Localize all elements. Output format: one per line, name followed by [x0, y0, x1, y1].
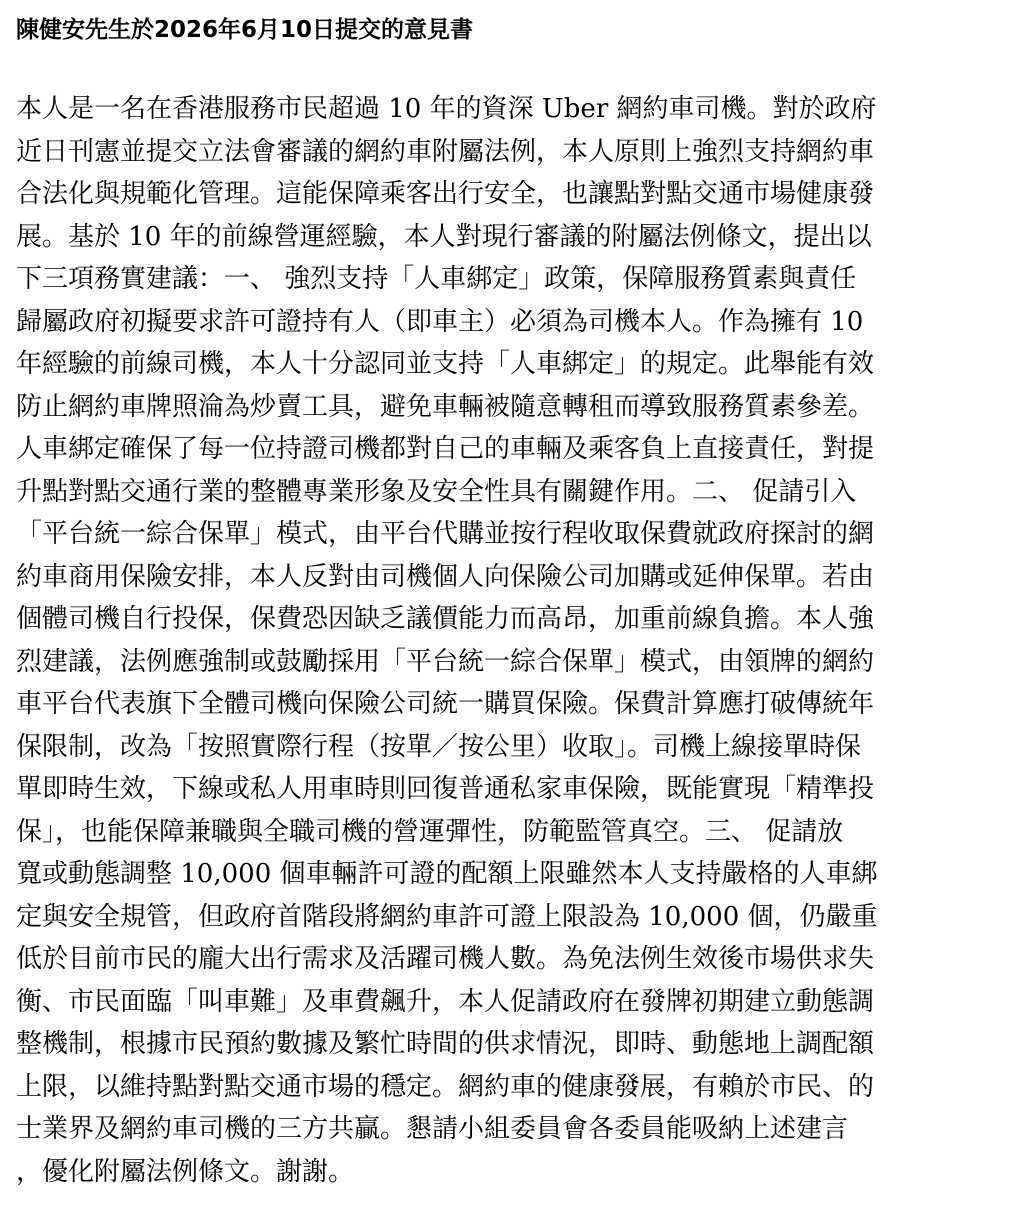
body-line: 防止網約車牌照淪為炒賣工具，避免車輛被隨意轉租而導致服務質素參差。	[16, 391, 875, 422]
body-line: 升點對點交通行業的整體專業形象及安全性具有關鍵作用。二、 促請引入	[16, 476, 857, 507]
body-line: 歸屬政府初擬要求許可證持有人（即車主）必須為司機本人。作為擁有 10	[16, 306, 864, 337]
body-line: 下三項務實建議：一、 強烈支持「人車綁定」政策，保障服務質素與責任	[16, 264, 857, 294]
body-line: 保限制，改為「按照實際行程（按單／按公里）收取」。司機上線接單時保	[16, 731, 862, 762]
body-line: 保」，也能保障兼職與全職司機的營運彈性，防範監管真空。三、 促請放	[16, 816, 844, 847]
body-line: 人車綁定確保了每一位持證司機都對自己的車輛及乘客負上直接責任，對提	[16, 434, 875, 464]
body-line: 年經驗的前線司機，本人十分認同並支持「人車綁定」的規定。此舉能有效	[16, 349, 875, 379]
body-line: 車平台代表旗下全體司機向保險公司統一購買保險。保費計算應打破傳統年	[16, 689, 875, 719]
body-line: 整機制，根據市民預約數據及繁忙時間的供求情況，即時、動態地上調配額	[16, 1029, 875, 1059]
body-line: 上限，以維持點對點交通市場的穩定。網約車的健康發展，有賴於市民、的	[16, 1071, 875, 1102]
body-line: 衡、市民面臨「叫車難」及車費飆升，本人促請政府在發牌初期建立動態調	[16, 986, 875, 1017]
body-line: 低於目前市民的龐大出行需求及活躍司機人數。為免法例生效後市場供求失	[16, 944, 875, 974]
body-line: 約車商用保險安排，本人反對由司機個人向保險公司加購或延伸保單。若由	[16, 561, 875, 592]
body-line: 展。基於 10 年的前線營運經驗，本人對現行審議的附屬法例條文，提出以	[16, 221, 872, 252]
document-title: 陳健安先生於2026年6月10日提交的意見書	[16, 17, 474, 43]
body-line: 合法化與規範化管理。這能保障乘客出行安全，也讓點對點交通市場健康發	[16, 179, 875, 209]
body-line: 單即時生效，下線或私人用車時則回復普通私家車保險，既能實現「精準投	[16, 774, 875, 804]
body-line: 寬或動態調整 10,000 個車輛許可證的配額上限雖然本人支持嚴格的人車綁	[16, 859, 878, 889]
body-line: 個體司機自行投保，保費恐因缺乏議價能力而高昂，加重前線負擔。本人強	[16, 604, 875, 634]
body-line: 本人是一名在香港服務市民超過 10 年的資深 Uber 網約車司機。對於政府	[16, 94, 877, 124]
body-line: 烈建議，法例應強制或鼓勵採用「平台統一綜合保單」模式，由領牌的網約	[16, 646, 875, 677]
body-line: ，優化附屬法例條文。謝謝。	[16, 1156, 355, 1187]
body-line: 「平台統一綜合保單」模式，由平台代購並按行程收取保費就政府探討的網	[16, 519, 875, 549]
body-line: 定與安全規管，但政府首階段將網約車許可證上限設為 10,000 個，仍嚴重	[16, 901, 878, 932]
body-line: 近日刊憲並提交立法會審議的網約車附屬法例，本人原則上強烈支持網約車	[16, 136, 875, 167]
body-line: 士業界及網約車司機的三方共贏。懇請小組委員會各委員能吸納上述建言	[16, 1114, 849, 1144]
document-body	[16, 88, 966, 1193]
